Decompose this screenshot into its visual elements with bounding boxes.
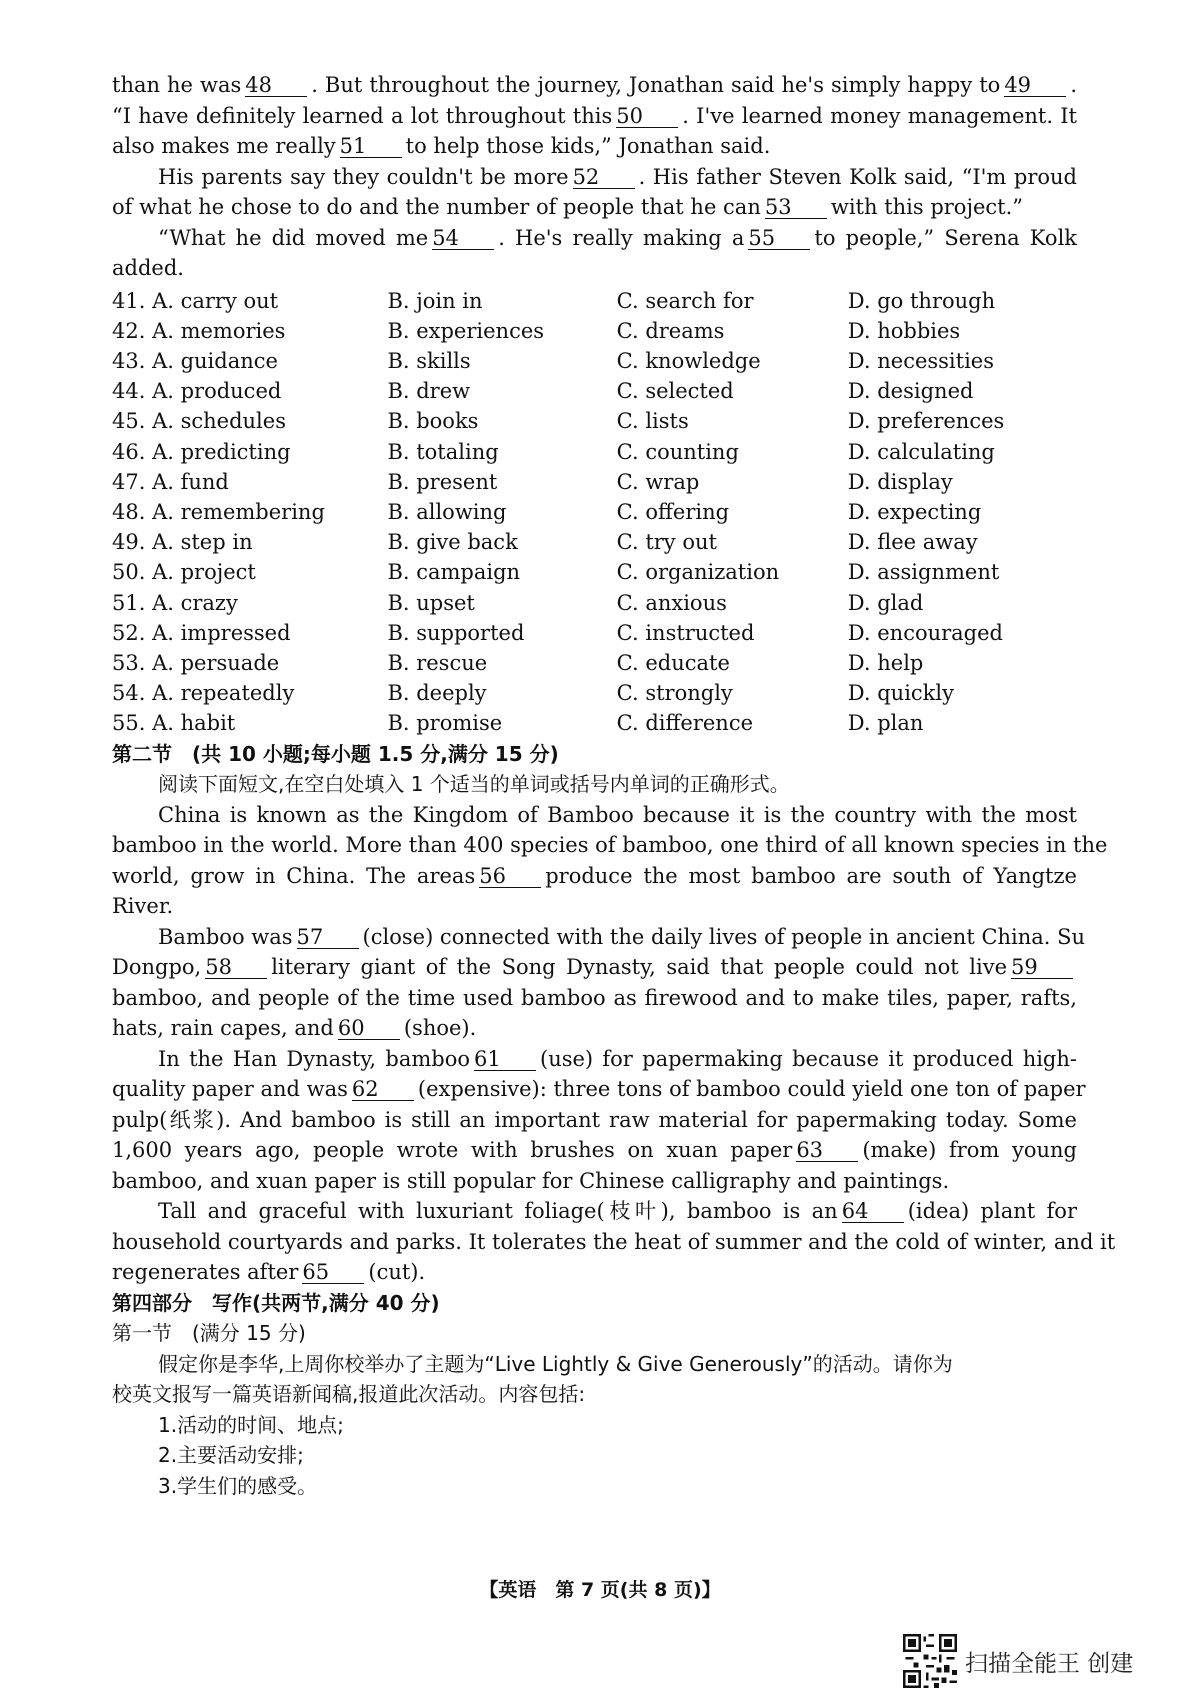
option-row: 42. A. memories B. experiences C. dreams D. hobbies bbox=[112, 318, 961, 343]
blank-61: 61 bbox=[474, 1048, 536, 1071]
passage-line: also makes me really 51 to help those kids,” Jonathan said. bbox=[112, 134, 771, 158]
option-row: 48. A. remembering B. allowing C. offering D. expecting bbox=[112, 499, 982, 524]
page-footer: 【英语 第 7 页(共 8 页)】 bbox=[479, 1579, 721, 1601]
passage-line: hats, rain capes, and 60 (shoe). bbox=[112, 1016, 477, 1041]
writing-prompt-item: 2.主要活动安排; bbox=[158, 1443, 304, 1468]
passage-line: added. bbox=[112, 256, 184, 280]
option-row: 41. A. carry out B. join in C. search for D. go through bbox=[112, 288, 996, 313]
passage-line: bamboo in the world. More than 400 species of bamboo, one third of all known species in the bbox=[112, 833, 1108, 858]
option-row: 50. A. project B. campaign C. organization D. assignment bbox=[112, 560, 1000, 585]
writing-prompt-line: 假定你是李华,上周你校举办了主题为“Live Lightly & Give Generously”的活动。请你为 bbox=[158, 1351, 953, 1376]
passage-line: pulp(纸浆). And bamboo is still an important raw material for papermaking today. Some bbox=[112, 1107, 1077, 1132]
scanner-label: 扫描全能王 创建 bbox=[965, 1650, 1134, 1677]
passage-line: In the Han Dynasty, bamboo 61 (use) for papermaking because it produced high- bbox=[158, 1046, 1078, 1071]
option-row: 53. A. persuade B. rescue C. educate D. help bbox=[112, 650, 924, 675]
blank-56: 56 bbox=[479, 865, 541, 888]
option-row: 52. A. impressed B. supported C. instructed D. encouraged bbox=[112, 620, 1003, 645]
passage-line: world, grow in China. The areas 56 produce the most bamboo are south of Yangtze bbox=[112, 863, 1077, 888]
blank-55: 55 bbox=[748, 227, 810, 250]
passage-line: regenerates after 65 (cut). bbox=[112, 1260, 426, 1285]
blank-48: 48 bbox=[245, 74, 307, 97]
blank-53: 53 bbox=[765, 196, 827, 219]
blank-57: 57 bbox=[297, 926, 359, 949]
option-row: 51. A. crazy B. upset C. anxious D. glad bbox=[112, 590, 924, 615]
blank-51: 51 bbox=[340, 135, 402, 158]
writing-prompt-item: 3.学生们的感受。 bbox=[158, 1473, 318, 1498]
qr-code-icon bbox=[903, 1634, 957, 1688]
passage-line: River. bbox=[112, 894, 174, 919]
writing-prompt-line: 校英文报写一篇英语新闻稿,报道此次活动。内容包括: bbox=[112, 1382, 586, 1407]
passage-line: than he was 48 . But throughout the journey, Jonathan said he's simply happy to 49 . bbox=[112, 73, 1077, 97]
passage-line: household courtyards and parks. It tolerates the heat of summer and the cold of winter, and it bbox=[112, 1229, 1116, 1254]
option-row: 47. A. fund B. present C. wrap D. display bbox=[112, 469, 953, 494]
section-instruction: 阅读下面短文,在空白处填入 1 个适当的单词或括号内单词的正确形式。 bbox=[158, 772, 790, 797]
blank-54: 54 bbox=[432, 227, 494, 250]
passage-line: quality paper and was 62 (expensive): three tons of bamboo could yield one ton of paper bbox=[112, 1077, 1086, 1102]
option-row: 55. A. habit B. promise C. difference D. plan bbox=[112, 711, 924, 736]
blank-49: 49 bbox=[1004, 74, 1066, 97]
blank-63: 63 bbox=[796, 1139, 858, 1162]
passage-line: His parents say they couldn't be more 52 . His father Steven Kolk said, “I'm proud bbox=[158, 164, 1077, 189]
option-row: 49. A. step in B. give back C. try out D. flee away bbox=[112, 530, 978, 555]
answer-options bbox=[112, 286, 1077, 739]
subsection-heading: 第一节 (满分 15 分) bbox=[112, 1321, 306, 1346]
passage-line: 1,600 years ago, people wrote with brushes on xuan paper 63 (make) from young bbox=[112, 1138, 1077, 1163]
blank-62: 62 bbox=[352, 1078, 414, 1101]
passage-line: “What he did moved me 54 . He's really making a 55 to people,” Serena Kolk bbox=[158, 225, 1078, 250]
passage-line: Dongpo, 58 literary giant of the Song Dynasty, said that people could not live 59 bbox=[112, 952, 1077, 983]
blank-64: 64 bbox=[842, 1200, 904, 1223]
section-heading: 第二节 (共 10 小题;每小题 1.5 分,满分 15 分) bbox=[112, 741, 559, 766]
option-row: 46. A. predicting B. totaling C. counting D. calculating bbox=[112, 439, 995, 464]
blank-52: 52 bbox=[573, 166, 635, 189]
option-row: 43. A. guidance B. skills C. knowledge D. necessities bbox=[112, 348, 995, 373]
option-row: 54. A. repeatedly B. deeply C. strongly D. quickly bbox=[112, 681, 954, 706]
scanner-watermark bbox=[903, 1634, 1133, 1688]
passage-line: bamboo, and xuan paper is still popular for Chinese calligraphy and paintings. bbox=[112, 1168, 950, 1193]
part-heading: 第四部分 写作(共两节,满分 40 分) bbox=[112, 1290, 440, 1315]
passage-line: “I have definitely learned a lot throughout this 50 . I've learned money management. It bbox=[112, 103, 1077, 128]
passage-line: China is known as the Kingdom of Bamboo because it is the country with the most bbox=[158, 802, 1077, 827]
blank-60: 60 bbox=[338, 1017, 400, 1040]
passage-line: Bamboo was 57 (close) connected with the daily lives of people in ancient China. Su bbox=[158, 924, 1086, 949]
blank-59: 59 bbox=[1011, 956, 1073, 979]
passage-line: of what he chose to do and the number of people that he can 53 with this project.” bbox=[112, 195, 1023, 219]
passage-line: bamboo, and people of the time used bamboo as firewood and to make tiles, paper, rafts, bbox=[112, 985, 1077, 1010]
exam-page bbox=[112, 70, 1116, 1501]
option-row: 44. A. produced B. drew C. selected D. designed bbox=[112, 379, 974, 404]
passage-line: Tall and graceful with luxuriant foliage(枝叶), bamboo is an 64 (idea) plant for bbox=[158, 1199, 1077, 1224]
blank-58: 58 bbox=[205, 956, 267, 979]
blank-50: 50 bbox=[616, 105, 678, 128]
writing-prompt-item: 1.活动的时间、地点; bbox=[158, 1412, 344, 1437]
blank-65: 65 bbox=[302, 1261, 364, 1284]
option-row: 45. A. schedules B. books C. lists D. preferences bbox=[112, 409, 1005, 434]
